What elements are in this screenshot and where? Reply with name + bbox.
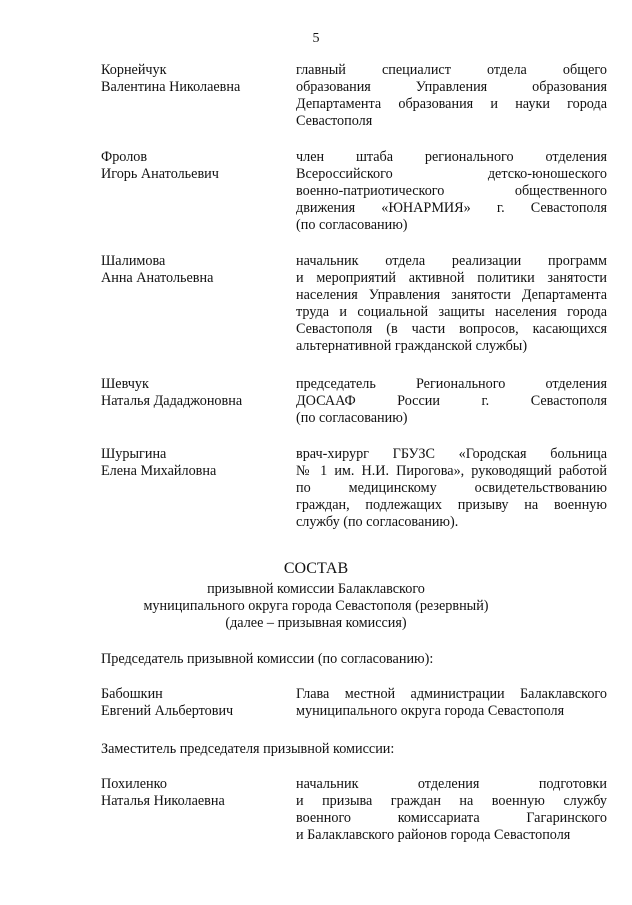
position-line: службу (по согласованию). (296, 514, 459, 530)
position-line: Глава местной администрации Балаклавского (296, 686, 607, 702)
member-surname: Похиленко (101, 776, 167, 792)
member-position (296, 253, 607, 355)
position-line: военного комиссариата Гагаринского (296, 810, 607, 826)
member-position (296, 686, 607, 720)
composition-subtitle-line: призывной комиссии Балаклавского (207, 581, 425, 597)
member-position (296, 62, 607, 130)
member-surname: Корнейчук (101, 62, 167, 78)
position-line: главный специалист отдела общего (296, 62, 607, 78)
composition-subtitle-line: муниципального округа города Севастополя (резервный) (143, 598, 489, 614)
position-line: (по согласованию) (296, 217, 408, 233)
composition-heading (0, 560, 632, 632)
member-given-names: Наталья Дададжоновна (101, 393, 243, 409)
position-line: ДОСААФ России г. Севастополя (296, 393, 607, 409)
position-line: Всероссийского детско-юношеского (296, 166, 607, 182)
member-surname: Шалимова (101, 253, 166, 269)
chairman-label: Председатель призывной комиссии (по согласованию): (101, 651, 434, 667)
member-position (296, 446, 607, 531)
position-line: муниципального округа города Севастополя (296, 703, 565, 719)
position-line: военно-патриотического общественного (296, 183, 607, 199)
member-given-names: Евгений Альбертович (101, 703, 234, 719)
deputy-label: Заместитель председателя призывной комиссии: (101, 741, 395, 757)
member-position (296, 376, 607, 427)
member-given-names: Валентина Николаевна (101, 79, 241, 95)
composition-subtitle-line: (далее – призывная комиссия) (225, 615, 407, 631)
position-line: альтернативной гражданской службы) (296, 338, 528, 354)
member-name (101, 149, 291, 183)
member-surname: Шурыгина (101, 446, 167, 462)
member-name (101, 253, 291, 287)
composition-title: СОСТАВ (283, 560, 349, 577)
position-line: труда и социальной защиты населения города (296, 304, 607, 320)
member-position (296, 776, 607, 844)
member-name (101, 776, 291, 810)
position-line: член штаба регионального отделения (296, 149, 607, 165)
position-line: населения Управления занятости Департамента (296, 287, 607, 303)
position-line: и мероприятий активной политики занятости (296, 270, 607, 286)
member-surname: Бабошкин (101, 686, 163, 702)
position-line: начальник отделения подготовки (296, 776, 607, 792)
position-line: и Балаклавского районов города Севастополя (296, 827, 571, 843)
member-surname: Фролов (101, 149, 148, 165)
position-line: Департамента образования и науки города (296, 96, 607, 112)
position-line: граждан, подлежащих призыву на военную (296, 497, 607, 513)
member-name (101, 686, 291, 720)
member-given-names: Игорь Анатольевич (101, 166, 219, 182)
member-name (101, 62, 291, 96)
position-line: образования Управления образования (296, 79, 607, 95)
position-line: по медицинскому освидетельствованию (296, 480, 607, 496)
position-line: и призыва граждан на военную службу (296, 793, 607, 809)
position-line: врач-хирург ГБУЗС «Городская больница (296, 446, 607, 462)
position-line: № 1 им. Н.И. Пирогова», руководящий работой (296, 463, 607, 479)
position-line: начальник отдела реализации программ (296, 253, 607, 269)
position-line: движения «ЮНАРМИЯ» г. Севастополя (296, 200, 607, 216)
member-name (101, 376, 291, 410)
position-line: Севастополя (в части вопросов, касающихся (296, 321, 607, 337)
member-name (101, 446, 291, 480)
position-line: (по согласованию) (296, 410, 408, 426)
member-position (296, 149, 607, 234)
member-given-names: Елена Михайловна (101, 463, 217, 479)
member-surname: Шевчук (101, 376, 149, 392)
position-line: Севастополя (296, 113, 373, 129)
page-number: 5 (312, 31, 320, 46)
member-given-names: Наталья Николаевна (101, 793, 225, 809)
position-line: председатель Регионального отделения (296, 376, 607, 392)
member-given-names: Анна Анатольевна (101, 270, 214, 286)
